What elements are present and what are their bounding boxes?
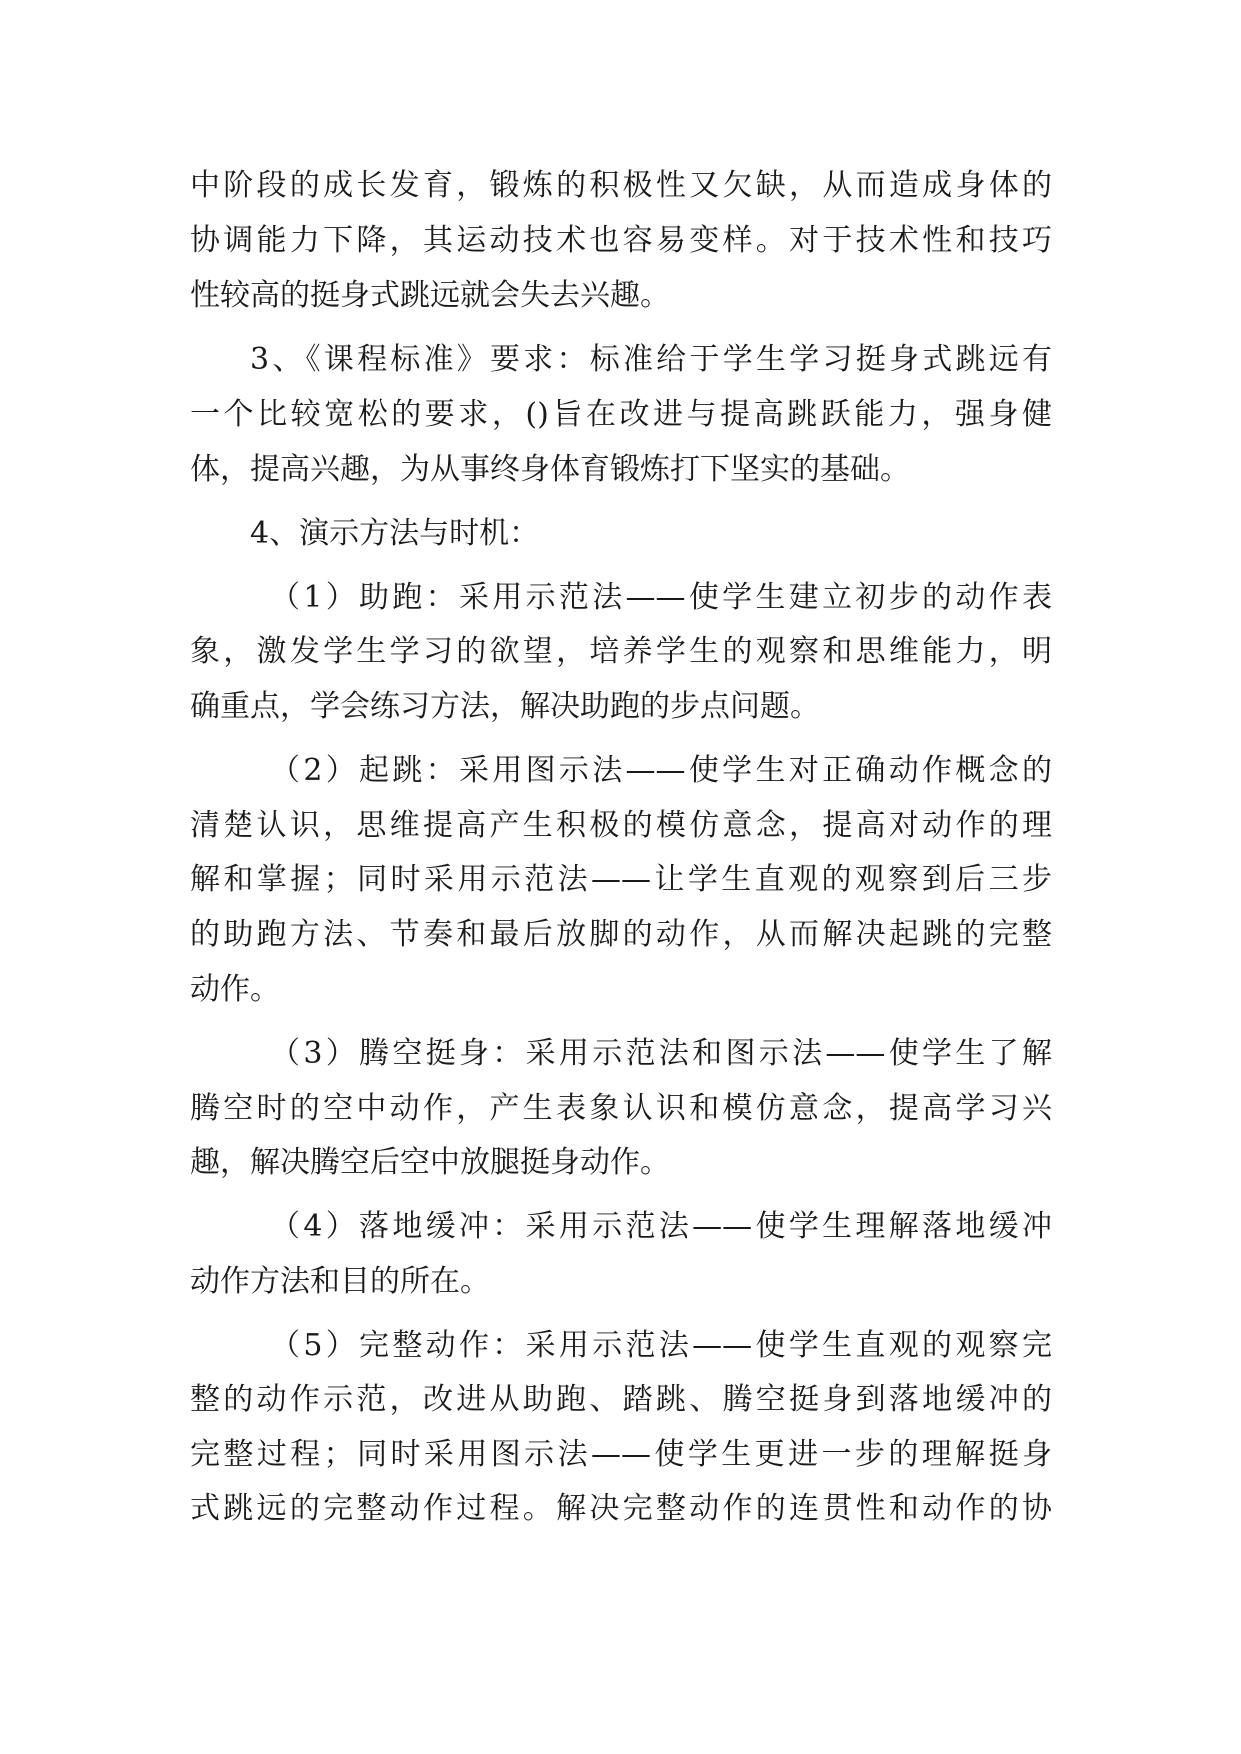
text-line: 的助跑方法、节奏和最后放脚的动作，从而解决起跳的完整 [190,917,1052,952]
text-line: 清楚认识，思维提高产生积极的模仿意念，提高对动作的理 [190,808,1052,843]
text-line: 确重点，学会练习方法，解决助跑的步点问题。 [190,689,820,724]
text-line: （5）完整动作：采用示范法——使学生直观的观察完 [270,1328,1052,1363]
text-line: （3）腾空挺身：采用示范法和图示法——使学生了解 [270,1036,1052,1071]
text-line: 解和掌握；同时采用示范法——让学生直观的观察到后三步 [190,862,1052,897]
text-line: （4）落地缓冲：采用示范法——使学生理解落地缓冲 [270,1209,1052,1244]
text-line: 中阶段的成长发育，锻炼的积极性又欠缺，从而造成身体的 [190,168,1052,203]
text-line: 4、演示方法与时机： [250,516,540,551]
text-line: 协调能力下降，其运动技术也容易变样。对于技术性和技巧 [190,223,1052,258]
text-line: 动作方法和目的所在。 [190,1264,490,1299]
text-line: 性较高的挺身式跳远就会失去兴趣。 [190,278,670,313]
text-line: 趣，解决腾空后空中放腿挺身动作。 [190,1145,670,1180]
text-line: 一个比较宽松的要求，()旨在改进与提高跳跃能力，强身健 [190,397,1052,432]
text-line: 整的动作示范，改进从助跑、踏跳、腾空挺身到落地缓冲的 [190,1382,1052,1417]
text-line: （2）起跳：采用图示法——使学生对正确动作概念的 [270,753,1052,788]
text-line: （1）助跑：采用示范法——使学生建立初步的动作表 [270,580,1052,615]
text-line: 腾空时的空中动作，产生表象认识和模仿意念，提高学习兴 [190,1091,1052,1126]
text-line: 体，提高兴趣，为从事终身体育锻炼打下坚实的基础。 [190,452,910,487]
text-line: 完整过程；同时采用图示法——使学生更进一步的理解挺身 [190,1437,1052,1472]
text-line: 动作。 [190,972,280,1007]
text-line: 象，激发学生学习的欲望，培养学生的观察和思维能力，明 [190,634,1052,669]
text-line: 3、《课程标准》要求：标准给于学生学习挺身式跳远有 [250,342,1052,377]
text-line: 式跳远的完整动作过程。解决完整动作的连贯性和动作的协 [190,1491,1052,1526]
